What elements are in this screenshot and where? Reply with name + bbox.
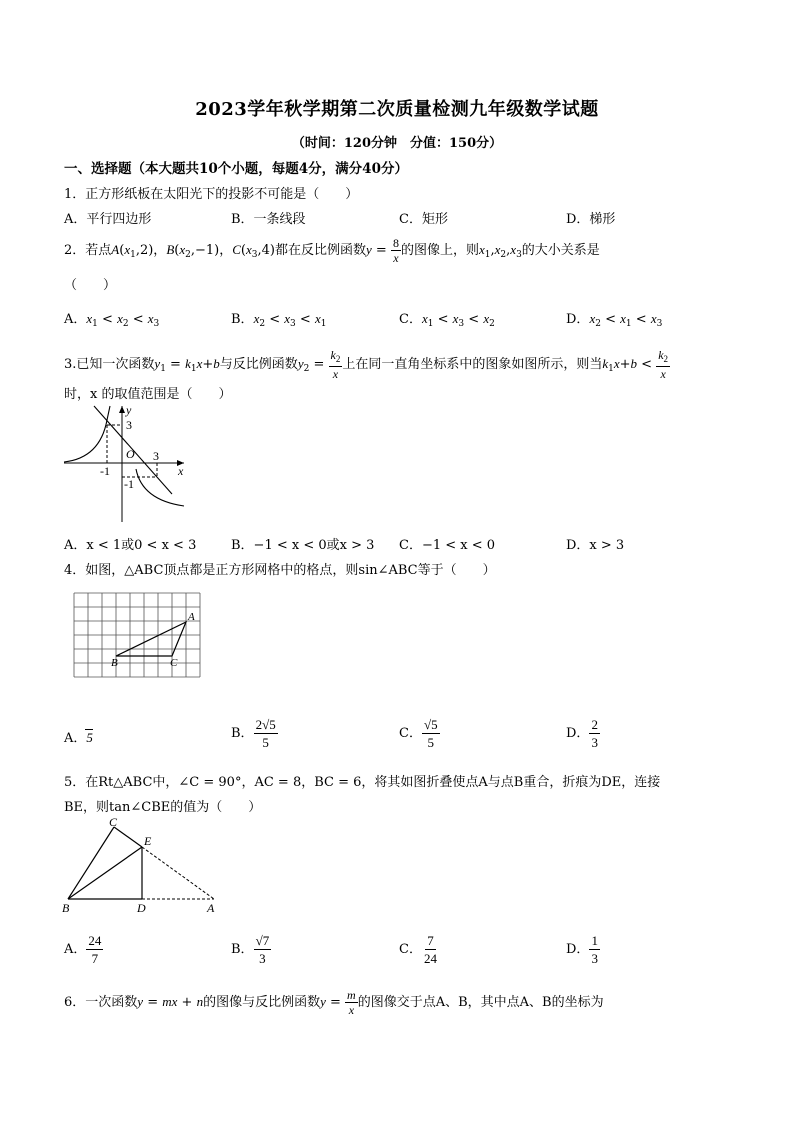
q5-point-d: D [137, 901, 146, 915]
q2-option-d: D．$x_2 < x_1 < x_3$ [566, 311, 663, 329]
q5-stem-line2: BE，则tan∠CBE的值为（ ） [64, 800, 262, 815]
q5-option-d: D． $\frac{1}{3}$ [566, 933, 598, 966]
q4-stem: 4．如图，△ABC顶点都是正方形网格中的格点，则sin∠ABC等于（ ） [64, 563, 496, 578]
q6-stem: 6．一次函数y = mx + n的图像与反比例函数y = $\frac{m}{x}$ 的图像交于点A、B，其中点A、B的坐标为 [64, 988, 604, 1017]
section-heading: 一、选择题（本大题共10个小题，每题4分，满分40分） [64, 161, 408, 177]
q1-option-c: C．矩形 [399, 212, 448, 227]
graph-tick-x-neg1: -1 [100, 464, 110, 478]
q1-option-b: B．一条线段 [231, 212, 306, 227]
q2-paren: （ ） [64, 278, 117, 293]
q3-function-graph [60, 400, 195, 525]
q4-point-a: A [188, 611, 195, 623]
q1-stem: 1．正方形纸板在太阳光下的投影不可能是（ ） [64, 187, 359, 202]
graph-x-label: x [178, 464, 184, 478]
q2-option-b: B．$x_2 < x_3 < x_1$ [231, 311, 327, 329]
graph-origin: O [126, 447, 135, 461]
q4-option-a: A．5 [64, 730, 93, 746]
graph-tick-y-neg1: -1 [124, 477, 134, 491]
graph-tick-y-3: 3 [126, 418, 132, 432]
q3-option-c: C．−1 < x < 0 [399, 538, 496, 553]
q3-option-d: D．x > 3 [566, 538, 625, 553]
q5-option-a: A． $\frac{24}{7}$ [64, 933, 102, 966]
q3-option-b: B．−1 < x < 0或x > 3 [231, 538, 375, 553]
q3-option-a: A．x < 1或0 < x < 3 [64, 538, 197, 553]
q5-point-c: C [109, 815, 118, 829]
q5-point-a: A [207, 901, 215, 915]
q2-option-a: A．$x_1 < x_2 < x_3$ [64, 311, 160, 329]
graph-y-label: y [126, 403, 132, 417]
graph-tick-x-3: 3 [153, 449, 159, 463]
q4-grid-figure [71, 590, 205, 692]
exam-info: （时间：120分钟 分值：150分） [291, 136, 503, 151]
q2-option-c: C．$x_1 < x_3 < x_2$ [399, 311, 495, 329]
q5-point-e: E [144, 834, 152, 848]
q4-option-d: D． $\frac{2}{3}$ [566, 717, 598, 750]
q4-option-c: C． $\frac{√5}{5}$ [399, 717, 438, 750]
q5-point-b: B [62, 901, 70, 915]
q5-stem: 5．在Rt△ABC中，∠C = 90°，AC = 8，BC = 6，将其如图折叠使点A与点B重合，折痕为DE，连接 [64, 775, 661, 790]
q5-triangle-figure [60, 815, 220, 915]
q3-stem-line2: 时，x 的取值范围是（ ） [64, 387, 232, 402]
page-title: 2023学年秋学期第二次质量检测九年级数学试题 [195, 99, 599, 120]
q4-point-c: C [170, 657, 178, 669]
q1-option-a: A．平行四边形 [64, 212, 152, 227]
q4-point-b: B [111, 657, 118, 669]
q2-stem: 2．若点$A(x_1,2)$，$B(x_2,-1)$，$C(x_3,4)$都在反比例函数y = $\frac{8}{x}$ 的图像上，则$x_1,x_2,x_3$的大小关系是 [64, 236, 600, 265]
q4-option-b: B． $\frac{2√5}{5}$ [231, 717, 276, 750]
q3-stem: 3.已知一次函数$y_1 = k_1x+b$与反比例函数$y_2$ = $\frac{k_2}{x}$ 上在同一直角坐标系中的图象如图所示，则当$k_1x+b$ < $\frac{k_2}{x}$ [64, 348, 669, 381]
q5-option-c: C． $\frac{7}{24}$ [399, 933, 437, 966]
q5-option-b: B． $\frac{√7}{3}$ [231, 933, 270, 966]
q2-fraction: $\frac{8}{x}$ [392, 236, 399, 265]
q1-option-d: D．梯形 [566, 212, 616, 227]
